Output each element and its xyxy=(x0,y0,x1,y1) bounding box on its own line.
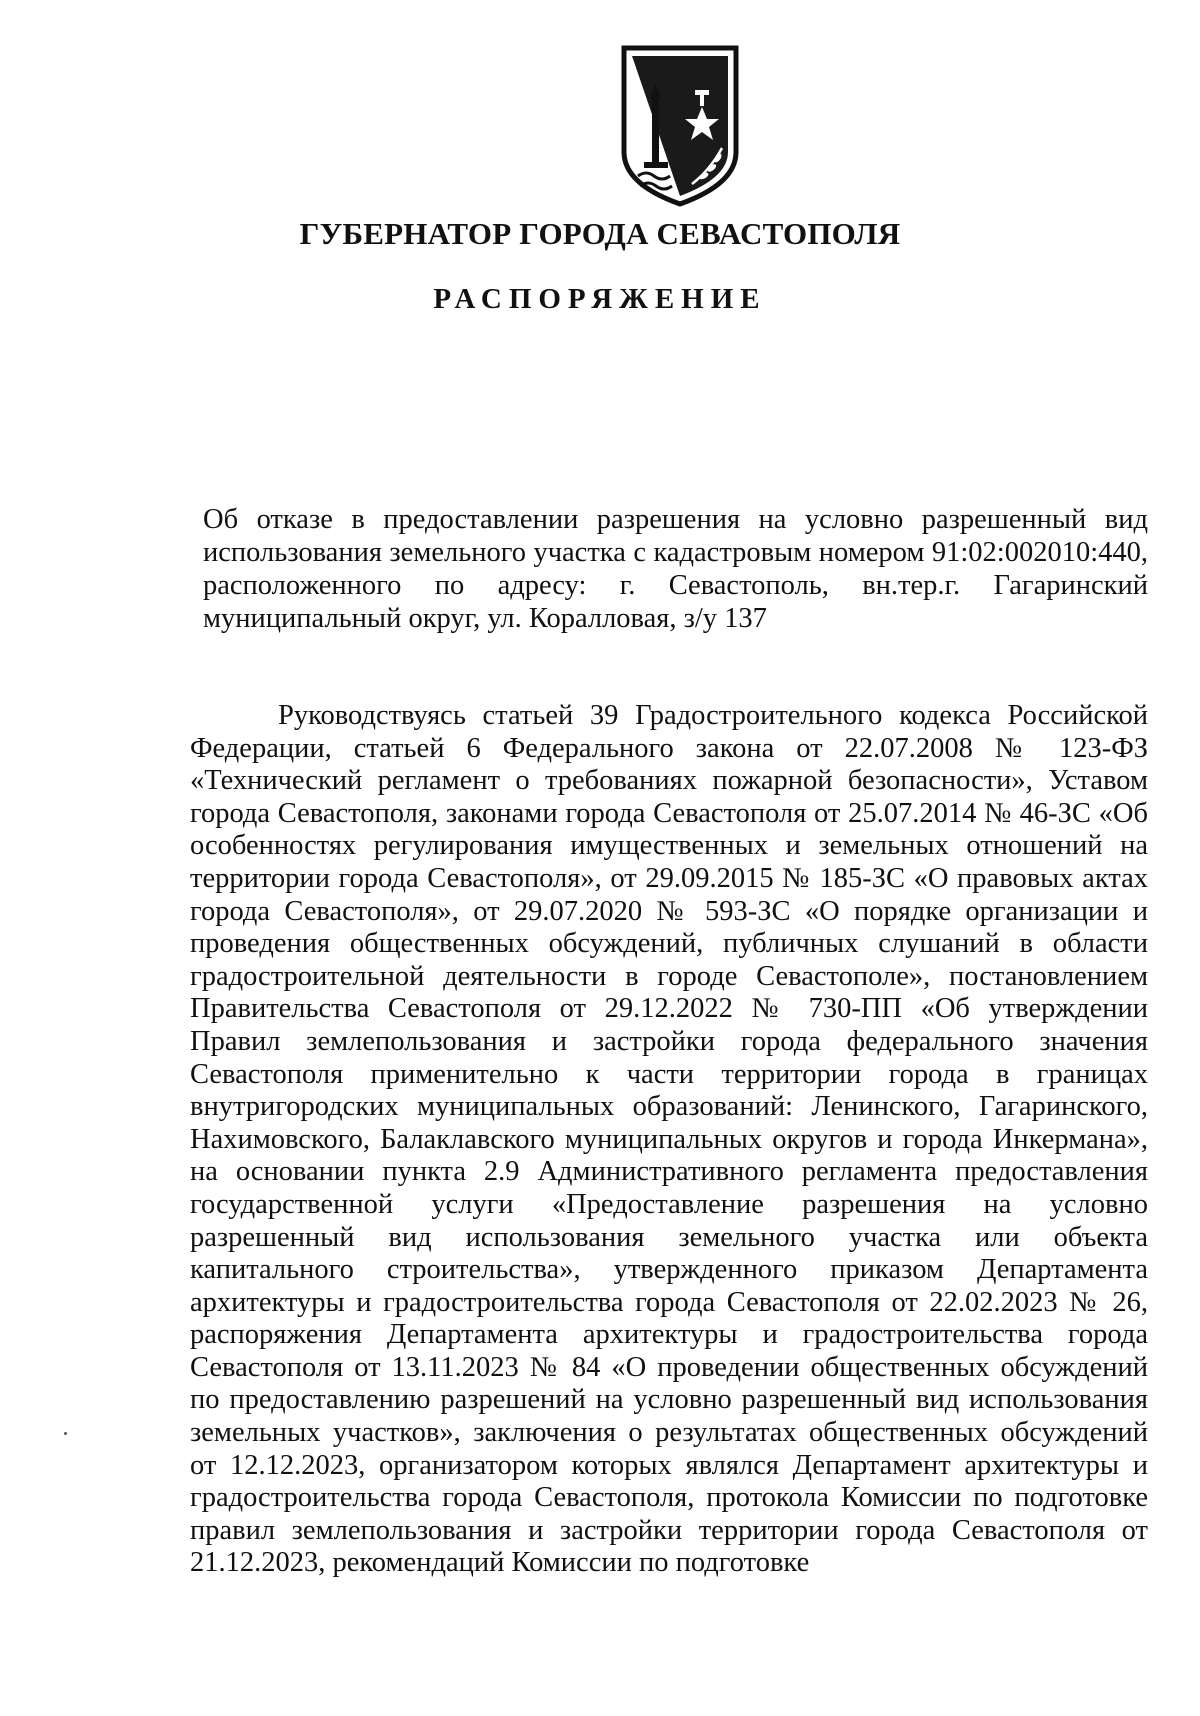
document-body xyxy=(190,700,1148,1580)
document-type: РАСПОРЯЖЕНИЕ xyxy=(433,283,767,315)
coat-of-arms-icon xyxy=(618,44,742,208)
issuing-authority: ГУБЕРНАТОР ГОРОДА СЕВАСТОПОЛЯ xyxy=(299,216,901,251)
document-subject: Об отказе в предоставлении разрешения на условно разрешенный вид использования земельного участка с кадастровым номером 91:02:002010:440, расположенного по адресу: г. Севастополь, вн.тер.г. Гагаринский муниципальный округ, ул. Коралловая, з/у 137 xyxy=(203,504,1148,634)
scan-artifact xyxy=(64,1432,67,1435)
body-paragraph: Руководствуясь статьей 39 Градостроительного кодекса Российской Федерации, статьей 6 Федерального закона от 22.07.2008 № 123-ФЗ «Технический регламент о требованиях пожарной безопасности», Уставом города Севастополя, законами города Севастополя от 25.07.2014 № 46-ЗС «Об особенностях регулирования имущественных и земельных отношений на территории города Севастополя», от 29.09.2015 № 185-ЗС «О правовых актах города Севастополя», от 29.07.2020 № 593-ЗС «О порядке организации и проведения общественных обсуждений, публичных слушаний в области градостроительной деятельности в городе Севастополе», постановлением Правительства Севастополя от 29.12.2022 № 730-ПП «Об утверждении Правил землепользования и застройки города федерального значения Севастополя применительно к части территории города в границах внутригородских муниципальных образований: Ленинского, Гагаринского, Нахимовского, Балаклавского муниципальных округов и города Инкермана», на основании пункта 2.9 Административного регламента предоставления государственной услуги «Предоставление разрешения на условно разрешенный вид использования земельного участка или объекта капитального строительства», утвержденного приказом Департамента архитектуры и градостроительства города Севастополя от 22.02.2023 № 26, распоряжения Департамента архитектуры и градостроительства города Севастополя от 13.11.2023 № 84 «О проведении общественных обсуждений по предоставлению разрешений на условно разрешенный вид использования земельных участков», заключения о результатах общественных обсуждений от 12.12.2023, организатором которых являлся Департамент архитектуры и градостроительства города Севастополя, протокола Комиссии по подготовке правил землепользования и застройки территории города Севастополя от 21.12.2023, рекомендаций Комиссии по подготовке xyxy=(190,700,1148,1579)
